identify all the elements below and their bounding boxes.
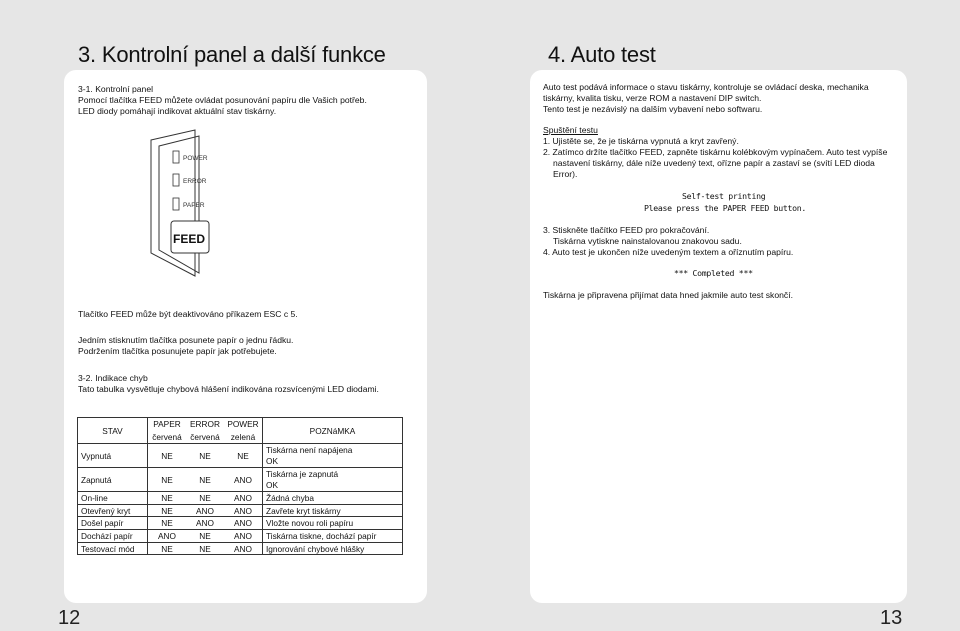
step-line: 4. Auto test je ukončen níže uvedeným textem a oříznutím papíru. bbox=[543, 247, 794, 257]
header-error: ERROR bbox=[190, 419, 220, 430]
row-error: NE bbox=[199, 492, 211, 503]
feed-note: Tlačítko FEED může být deaktivováno příkazem ESC c 5. bbox=[78, 309, 298, 319]
row-paper: NE bbox=[161, 543, 173, 554]
step-line: 3. Stiskněte tlačítko FEED pro pokračování. bbox=[543, 225, 710, 235]
header-led-colors bbox=[148, 431, 263, 444]
header-note: POZNáMKA bbox=[263, 418, 403, 444]
feed-usage-line: Podržením tlačítka posunujete papír jak potřebujete. bbox=[78, 346, 277, 356]
row-power: ANO bbox=[234, 543, 252, 554]
row-paper: NE bbox=[161, 505, 173, 516]
led-label-error: ERROR bbox=[183, 178, 207, 185]
row-leds bbox=[148, 504, 263, 517]
row-error: ANO bbox=[196, 518, 214, 529]
table-row bbox=[78, 530, 403, 543]
row-note: Vložte novou roli papíru bbox=[263, 517, 403, 530]
row-power: ANO bbox=[234, 505, 252, 516]
row-power: ANO bbox=[234, 530, 252, 541]
row-note: Zavřete kryt tiskárny bbox=[263, 504, 403, 517]
step-line: 1. Ujistěte se, že je tiskárna vypnutá a kryt zavřený. bbox=[543, 136, 739, 146]
row-power: NE bbox=[237, 450, 249, 461]
row-paper: NE bbox=[161, 492, 173, 503]
step-line: Error). bbox=[553, 169, 578, 179]
row-paper: NE bbox=[161, 518, 173, 529]
header-leds bbox=[148, 418, 263, 431]
step-line: nastavení tiskárny, dále níže uvedený text, ořízne papír a zastaví se (svítí LED dioda bbox=[553, 158, 875, 168]
row-note: Ignorování chybové hlášky bbox=[263, 542, 403, 555]
row-paper: NE bbox=[161, 450, 173, 461]
table-row bbox=[78, 468, 403, 492]
selftest-print-line: Please press the PAPER FEED button. bbox=[644, 203, 807, 213]
row-leds bbox=[148, 530, 263, 543]
row-stav: Testovací mód bbox=[78, 542, 148, 555]
left-page-heading: 3. Kontrolní panel a další funkce bbox=[78, 42, 386, 67]
led-status-table bbox=[77, 417, 403, 555]
step-line: 2. Zatímco držíte tlačítko FEED, zapněte tiskárnu kolébkovým vypínačem. Auto test vypíše bbox=[543, 147, 888, 157]
header-stav: STAV bbox=[78, 418, 148, 444]
intro-line: Pomocí tlačítka FEED můžete ovládat posunování papíru dle Vašich potřeb. bbox=[78, 95, 367, 105]
row-note: Žádná chyba bbox=[263, 492, 403, 505]
row-note: Tiskárna tiskne, dochází papír bbox=[263, 530, 403, 543]
header-power: POWER bbox=[227, 419, 259, 430]
row-note bbox=[263, 444, 403, 468]
row-error: NE bbox=[199, 543, 211, 554]
paper-led-icon bbox=[173, 198, 179, 210]
row-note-line: OK bbox=[266, 455, 278, 466]
row-note-line: OK bbox=[266, 479, 278, 490]
power-led-icon bbox=[173, 151, 179, 163]
feed-button-label: FEED bbox=[173, 232, 206, 246]
section-title-control-panel: 3-1. Kontrolní panel bbox=[78, 84, 154, 94]
row-error: NE bbox=[199, 450, 211, 461]
row-stav: Došel papír bbox=[78, 517, 148, 530]
led-label-paper: PAPER bbox=[183, 202, 205, 209]
table-row bbox=[78, 444, 403, 468]
table-row bbox=[78, 504, 403, 517]
autotest-intro-line: Tento test je nezávislý na dalším vybavení nebo softwaru. bbox=[543, 104, 763, 114]
page-number-left: 12 bbox=[58, 607, 81, 629]
row-error: NE bbox=[199, 474, 211, 485]
table-row bbox=[78, 542, 403, 555]
selftest-print-line: Self-test printing bbox=[682, 191, 766, 201]
intro-line: LED diody pomáhají indikovat aktuální stav tiskárny. bbox=[78, 106, 277, 116]
row-power: ANO bbox=[234, 492, 252, 503]
header-error-color: červená bbox=[190, 431, 220, 442]
row-leds bbox=[148, 492, 263, 505]
row-stav: On-line bbox=[78, 492, 148, 505]
right-page-heading: 4. Auto test bbox=[548, 42, 656, 67]
row-power: ANO bbox=[234, 518, 252, 529]
table-row bbox=[78, 492, 403, 505]
row-error: ANO bbox=[196, 505, 214, 516]
row-leds bbox=[148, 444, 263, 468]
row-note bbox=[263, 468, 403, 492]
row-leds bbox=[148, 517, 263, 530]
header-paper-color: červená bbox=[152, 431, 182, 442]
row-note-line: Tiskárna je zapnutá bbox=[266, 468, 339, 479]
autotest-intro-line: tiskárny, kvalita tisku, verze ROM a nastavení DIP switch. bbox=[543, 93, 762, 103]
row-stav: Otevřený kryt bbox=[78, 504, 148, 517]
section-title-error-indication: 3-2. Indikace chyb bbox=[78, 373, 148, 383]
row-error: NE bbox=[199, 530, 211, 541]
feed-usage-line: Jedním stisknutím tlačítka posunete papír o jednu řádku. bbox=[78, 335, 294, 345]
header-paper: PAPER bbox=[153, 419, 181, 430]
row-leds bbox=[148, 542, 263, 555]
row-paper: ANO bbox=[158, 530, 176, 541]
led-label-power: POWER bbox=[183, 155, 208, 162]
row-leds bbox=[148, 468, 263, 492]
ready-note: Tiskárna je připravena přijímat data hned jakmile auto test skončí. bbox=[543, 290, 793, 300]
section-description: Tato tabulka vysvětluje chybová hlášení indikována rozsvícenými LED diodami. bbox=[78, 384, 379, 394]
completed-print-line: *** Completed *** bbox=[674, 268, 753, 278]
table-row bbox=[78, 517, 403, 530]
row-stav: Dochází papír bbox=[78, 530, 148, 543]
row-note-line: Tiskárna není napájena bbox=[266, 444, 353, 455]
start-test-title: Spuštění testu bbox=[543, 125, 598, 135]
page-number-right: 13 bbox=[880, 607, 903, 629]
header-power-color: zelená bbox=[230, 431, 256, 442]
row-stav: Zapnutá bbox=[78, 468, 148, 492]
row-paper: NE bbox=[161, 474, 173, 485]
row-stav: Vypnutá bbox=[78, 444, 148, 468]
autotest-intro-line: Auto test podává informace o stavu tiskárny, kontroluje se ovládací deska, mechanika bbox=[543, 82, 869, 92]
table-header-row bbox=[78, 418, 403, 431]
step-line: Tiskárna vytiskne nainstalovanou znakovou sadu. bbox=[553, 236, 742, 246]
row-power: ANO bbox=[234, 474, 252, 485]
error-led-icon bbox=[173, 174, 179, 186]
